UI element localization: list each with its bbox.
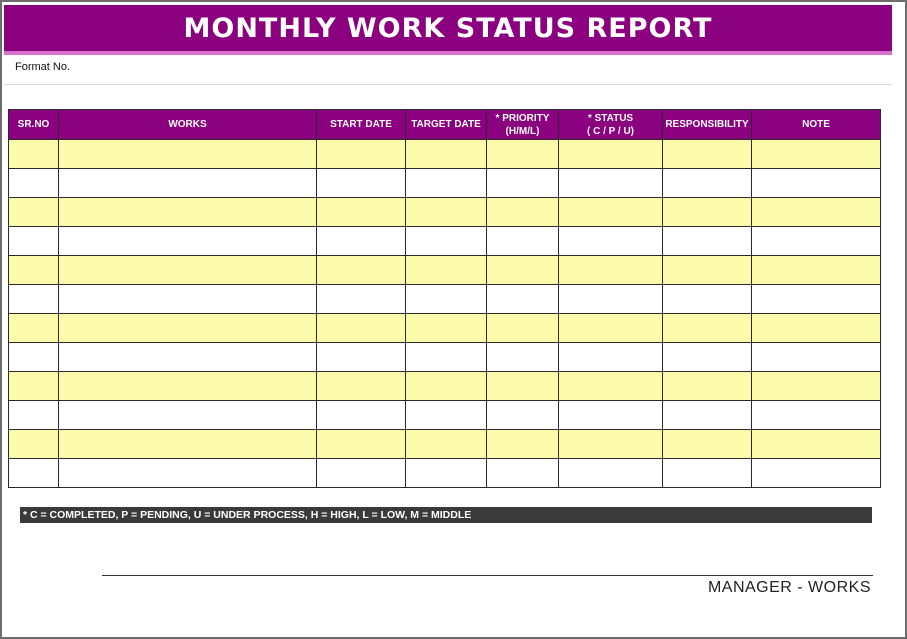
cell-sr-no[interactable] [9, 314, 59, 343]
cell-status[interactable] [559, 256, 663, 285]
table-row [9, 285, 881, 314]
cell-start-date[interactable] [317, 459, 406, 488]
cell-target-date[interactable] [406, 198, 487, 227]
cell-note[interactable] [752, 140, 881, 169]
cell-sr-no[interactable] [9, 430, 59, 459]
cell-sr-no[interactable] [9, 401, 59, 430]
cell-target-date[interactable] [406, 343, 487, 372]
cell-note[interactable] [752, 314, 881, 343]
cell-sr-no[interactable] [9, 256, 59, 285]
cell-target-date[interactable] [406, 372, 487, 401]
table-row [9, 459, 881, 488]
cell-works[interactable] [59, 227, 317, 256]
cell-status[interactable] [559, 198, 663, 227]
header-status-label: * STATUS [587, 112, 634, 124]
cell-responsibility[interactable] [663, 169, 752, 198]
cell-works[interactable] [59, 256, 317, 285]
table-row [9, 227, 881, 256]
cell-target-date[interactable] [406, 140, 487, 169]
cell-note[interactable] [752, 401, 881, 430]
report-title: MONTHLY WORK STATUS REPORT [183, 12, 713, 44]
header-start-date: START DATE [317, 110, 406, 140]
cell-responsibility[interactable] [663, 459, 752, 488]
table-row [9, 343, 881, 372]
cell-responsibility[interactable] [663, 430, 752, 459]
cell-note[interactable] [752, 343, 881, 372]
cell-start-date[interactable] [317, 227, 406, 256]
header-status-scale: ( C / P / U) [586, 125, 635, 137]
cell-start-date[interactable] [317, 401, 406, 430]
header-note: NOTE [752, 110, 881, 140]
cell-works[interactable] [59, 169, 317, 198]
cell-sr-no[interactable] [9, 227, 59, 256]
cell-target-date[interactable] [406, 285, 487, 314]
cell-note[interactable] [752, 285, 881, 314]
cell-works[interactable] [59, 140, 317, 169]
cell-status[interactable] [559, 227, 663, 256]
cell-works[interactable] [59, 314, 317, 343]
cell-priority[interactable] [487, 314, 559, 343]
cell-responsibility[interactable] [663, 285, 752, 314]
cell-start-date[interactable] [317, 140, 406, 169]
title-banner [4, 5, 892, 55]
table-row [9, 401, 881, 430]
table-row [9, 256, 881, 285]
header-sr-no: SR.NO [9, 110, 59, 140]
cell-sr-no[interactable] [9, 459, 59, 488]
cell-status[interactable] [559, 401, 663, 430]
cell-target-date[interactable] [406, 459, 487, 488]
cell-priority[interactable] [487, 285, 559, 314]
cell-status[interactable] [559, 169, 663, 198]
cell-priority[interactable] [487, 459, 559, 488]
table-row [9, 169, 881, 198]
cell-responsibility[interactable] [663, 401, 752, 430]
cell-status[interactable] [559, 140, 663, 169]
cell-target-date[interactable] [406, 227, 487, 256]
cell-note[interactable] [752, 227, 881, 256]
cell-start-date[interactable] [317, 198, 406, 227]
cell-status[interactable] [559, 343, 663, 372]
header-priority-label: * PRIORITY [495, 112, 550, 124]
cell-priority[interactable] [487, 343, 559, 372]
cell-responsibility[interactable] [663, 343, 752, 372]
signature-label: MANAGER - WORKS [707, 579, 871, 596]
cell-priority[interactable] [487, 401, 559, 430]
cell-start-date[interactable] [317, 285, 406, 314]
cell-responsibility[interactable] [663, 198, 752, 227]
cell-note[interactable] [752, 256, 881, 285]
table-row [9, 430, 881, 459]
cell-responsibility[interactable] [663, 227, 752, 256]
cell-start-date[interactable] [317, 169, 406, 198]
cell-status[interactable] [559, 430, 663, 459]
cell-priority[interactable] [487, 169, 559, 198]
cell-priority[interactable] [487, 198, 559, 227]
header-target-date: TARGET DATE [406, 110, 487, 140]
cell-start-date[interactable] [317, 256, 406, 285]
cell-note[interactable] [752, 430, 881, 459]
cell-target-date[interactable] [406, 430, 487, 459]
header-priority-scale: (H/M/L) [505, 125, 540, 137]
table-row [9, 198, 881, 227]
cell-priority[interactable] [487, 430, 559, 459]
cell-note[interactable] [752, 169, 881, 198]
table-body [9, 140, 881, 488]
legend-bar: * C = COMPLETED, P = PENDING, U = UNDER PROCESS, H = HIGH, L = LOW, M = MIDDLE [20, 507, 872, 523]
cell-note[interactable] [752, 372, 881, 401]
header-priority [487, 110, 559, 140]
cell-target-date[interactable] [406, 314, 487, 343]
cell-start-date[interactable] [317, 372, 406, 401]
cell-status[interactable] [559, 314, 663, 343]
table-row [9, 140, 881, 169]
cell-note[interactable] [752, 198, 881, 227]
cell-sr-no[interactable] [9, 198, 59, 227]
cell-status[interactable] [559, 372, 663, 401]
cell-works[interactable] [59, 459, 317, 488]
cell-responsibility[interactable] [663, 314, 752, 343]
cell-priority[interactable] [487, 140, 559, 169]
format-divider [4, 84, 892, 85]
format-number-label: Format No. [15, 61, 71, 73]
cell-status[interactable] [559, 459, 663, 488]
signature-line [102, 575, 873, 576]
header-status [559, 110, 663, 140]
cell-priority[interactable] [487, 372, 559, 401]
cell-target-date[interactable] [406, 401, 487, 430]
cell-status[interactable] [559, 285, 663, 314]
cell-responsibility[interactable] [663, 372, 752, 401]
cell-works[interactable] [59, 372, 317, 401]
cell-sr-no[interactable] [9, 343, 59, 372]
cell-sr-no[interactable] [9, 169, 59, 198]
work-status-table [8, 109, 881, 488]
cell-works[interactable] [59, 343, 317, 372]
cell-target-date[interactable] [406, 256, 487, 285]
table-row [9, 372, 881, 401]
cell-start-date[interactable] [317, 314, 406, 343]
cell-note[interactable] [752, 459, 881, 488]
cell-works[interactable] [59, 198, 317, 227]
cell-sr-no[interactable] [9, 372, 59, 401]
table-row [9, 314, 881, 343]
cell-sr-no[interactable] [9, 140, 59, 169]
cell-target-date[interactable] [406, 169, 487, 198]
cell-start-date[interactable] [317, 343, 406, 372]
header-works: WORKS [59, 110, 317, 140]
cell-works[interactable] [59, 285, 317, 314]
table-header-row [9, 110, 881, 140]
cell-priority[interactable] [487, 256, 559, 285]
cell-start-date[interactable] [317, 430, 406, 459]
cell-sr-no[interactable] [9, 285, 59, 314]
cell-responsibility[interactable] [663, 140, 752, 169]
cell-works[interactable] [59, 401, 317, 430]
cell-responsibility[interactable] [663, 256, 752, 285]
cell-priority[interactable] [487, 227, 559, 256]
cell-works[interactable] [59, 430, 317, 459]
header-responsibility: RESPONSIBILITY [663, 110, 752, 140]
